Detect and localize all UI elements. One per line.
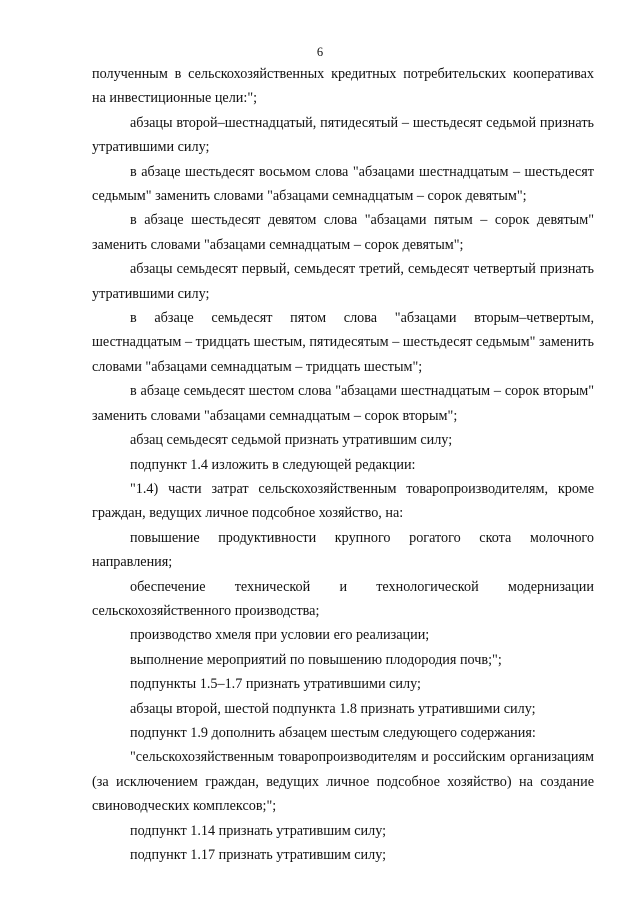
- paragraph: подпункт 1.14 признать утратившим силу;: [130, 822, 387, 839]
- paragraph: подпункт 1.9 дополнить абзацем шестым следующего содержания:: [130, 724, 536, 741]
- paragraph: абзац семьдесят седьмой признать утратившим силу;: [130, 432, 453, 449]
- page-number: 6: [316, 45, 324, 59]
- paragraph: в абзаце шестьдесят девятом слова "абзацами пятым – сорок девятым" заменить словами "абзацами семнадцатым – сорок девятым";: [92, 212, 594, 253]
- paragraph: в абзаце шестьдесят восьмом слова "абзацами шестнадцатым – шестьдесят седьмым" заменить словами "абзацами семнадцатым – сорок девятым";: [92, 163, 594, 205]
- document-body: [92, 62, 594, 867]
- paragraph: повышение продуктивности крупного рогатого скота молочного направления;: [92, 529, 594, 571]
- paragraph: абзацы второй, шестой подпункта 1.8 признать утратившими силу;: [130, 700, 536, 717]
- paragraph: "сельскохозяйственным товаропроизводителям и российским организациям (за исключением граждан, ведущих личное подсобное хозяйство) на создание свиноводческих комплексов;";: [92, 749, 594, 815]
- paragraph: подпункты 1.5–1.7 признать утратившими силу;: [130, 676, 421, 693]
- paragraph: обеспечение технической и технологической модернизации сельскохозяйственного производства;: [92, 578, 594, 619]
- paragraph: абзацы семьдесят первый, семьдесят третий, семьдесят четвертый признать утратившими силу;: [92, 261, 594, 302]
- paragraph-continuation: полученным в сельскохозяйственных кредитных потребительских кооперативах на инвестиционные цели:";: [92, 66, 594, 107]
- paragraph: подпункт 1.4 изложить в следующей редакции:: [130, 456, 416, 473]
- paragraph: производство хмеля при условии его реализации;: [130, 627, 430, 644]
- paragraph: подпункт 1.17 признать утратившим силу;: [130, 847, 387, 863]
- paragraph: в абзаце семьдесят шестом слова "абзацами шестнадцатым – сорок вторым" заменить словами "абзацами семнадцатым – сорок вторым";: [92, 383, 594, 424]
- paragraph: выполнение мероприятий по повышению плодородия почв;";: [130, 651, 502, 668]
- paragraph: абзацы второй–шестнадцатый, пятидесятый – шестьдесят седьмой признать утратившими силу;: [92, 114, 594, 156]
- paragraph: "1.4) части затрат сельскохозяйственным товаропроизводителям, кроме граждан, ведущих личное подсобное хозяйство, на:: [92, 480, 594, 522]
- paragraph: в абзаце семьдесят пятом слова "абзацами вторым–четвертым, шестнадцатым – тридцать шестым, пятидесятым – шестьдесят седьмым" заменить словами "абзацами семнадцатым – тридцать шестым";: [92, 310, 594, 375]
